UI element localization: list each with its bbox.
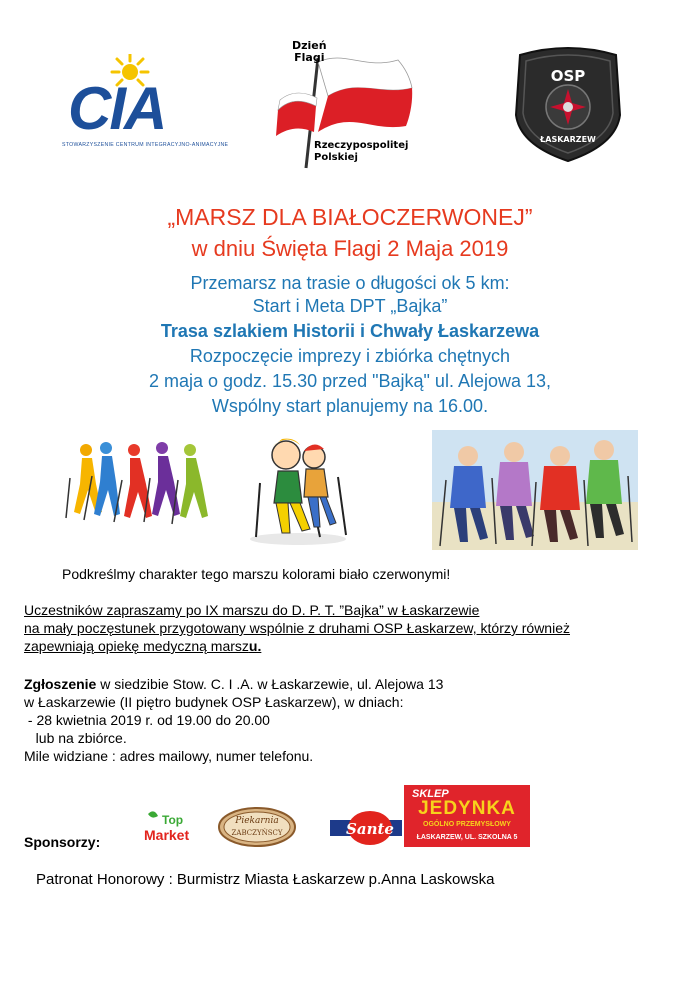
cia-subtitle: STOWARZYSZENIE CENTRUM INTEGRACYJNO-ANIMACYJNE <box>62 142 229 148</box>
registration-place: w siedzibie Stow. C. I .A. w Łaskarzewie, ul. Alejowa 13 <box>96 676 444 692</box>
registration-line-5: Mile widziane : adres mailowy, numer telefonu. <box>24 748 314 764</box>
flag-day-logo <box>270 40 430 172</box>
flag-day-bottom-text <box>314 140 408 164</box>
painted-walkers-illustration <box>432 430 638 550</box>
start-meta-line: Start i Meta DPT „Bajka” <box>252 296 448 316</box>
cartoon-walkers-illustration <box>238 433 358 548</box>
opening-line: Rozpoczęcie imprezy i zbiórka chętnych <box>189 346 511 366</box>
top-market-logo <box>142 808 204 848</box>
invite-line-3-end: u. <box>248 638 262 654</box>
top-market-top: Top <box>162 813 184 827</box>
start-plan-line: Wspólny start planujemy na 16.00. <box>211 396 489 416</box>
event-date: w dniu Święta Flagi 2 Maja 2019 <box>191 236 509 261</box>
jedynka-name: JEDYNKA <box>418 798 516 819</box>
bakery-logo <box>217 806 297 848</box>
registration-label: Zgłoszenie <box>24 676 97 692</box>
invite-line-3 <box>24 637 261 655</box>
top-market-market: Market <box>144 827 190 843</box>
sponsors-label: Sponsorzy: <box>24 834 101 850</box>
jedynka-sklep: SKLEP <box>412 788 449 800</box>
time-place-line: 2 maja o godz. 15.30 przed "Bajką" ul. Alejowa 13, <box>148 371 552 391</box>
bakery-name-1: Piekarnia <box>235 816 279 826</box>
invite-line-3-text: zapewniają opiekę medyczną marsz <box>24 638 249 654</box>
honorary-patronage: Patronat Honorowy : Burmistrz Miasta Łaskarzew p.Anna Laskowska <box>36 871 495 888</box>
jedynka-type: OGÓLNO PRZEMYSŁOWY <box>423 821 511 828</box>
registration-line-3: - 28 kwietnia 2019 r. od 19.00 do 20.00 <box>24 712 270 728</box>
flag-day-top-text <box>292 40 327 64</box>
osp-town: ŁASKARZEW <box>540 135 596 144</box>
fire-brigade-badge-icon <box>512 45 624 163</box>
event-title: „MARSZ DLA BIAŁOCZERWONEJ” <box>167 204 533 230</box>
nordic-walkers-illustration <box>62 438 212 530</box>
sante-logo <box>330 808 402 848</box>
flag-bottom-label: Rzeczypospolitej Polskiej <box>314 140 409 163</box>
registration-line-2: w Łaskarzewie (II piętro budynek OSP Łaskarzew), w dniach: <box>24 694 404 710</box>
registration-line-1 <box>24 675 443 693</box>
cia-logo <box>62 54 229 154</box>
osp-logo <box>512 45 624 163</box>
osp-text: OSP <box>550 67 586 85</box>
distance-line: Przemarsz na trasie o długości ok 5 km: <box>190 273 510 293</box>
route-line: Trasa szlakiem Historii i Chwały Łaskarzewa <box>160 321 540 341</box>
registration-line-4: lub na zbiórce. <box>24 730 127 746</box>
color-appeal: Podkreślmy charakter tego marszu kolorami biało czerwonymi! <box>62 566 451 582</box>
jedynka-address: ŁASKARZEW, UL. SZKOLNA 5 <box>416 834 518 841</box>
sante-text: Sante <box>346 820 394 838</box>
bakery-name-2: ZABCZYŃSCY <box>231 829 283 837</box>
invite-line-1: Uczestników zapraszamy po IX marszu do D. P. T. ”Bajka” w Łaskarzewie <box>24 602 480 618</box>
flag-top-label: Dzień Flagi <box>292 39 327 64</box>
cia-letters: CIA <box>68 75 166 142</box>
invite-line-2: na mały poczęstunek przygotowany wspólnie z druhami OSP Łaskarzew, którzy również <box>24 620 570 636</box>
jedynka-shop-logo <box>404 785 530 847</box>
